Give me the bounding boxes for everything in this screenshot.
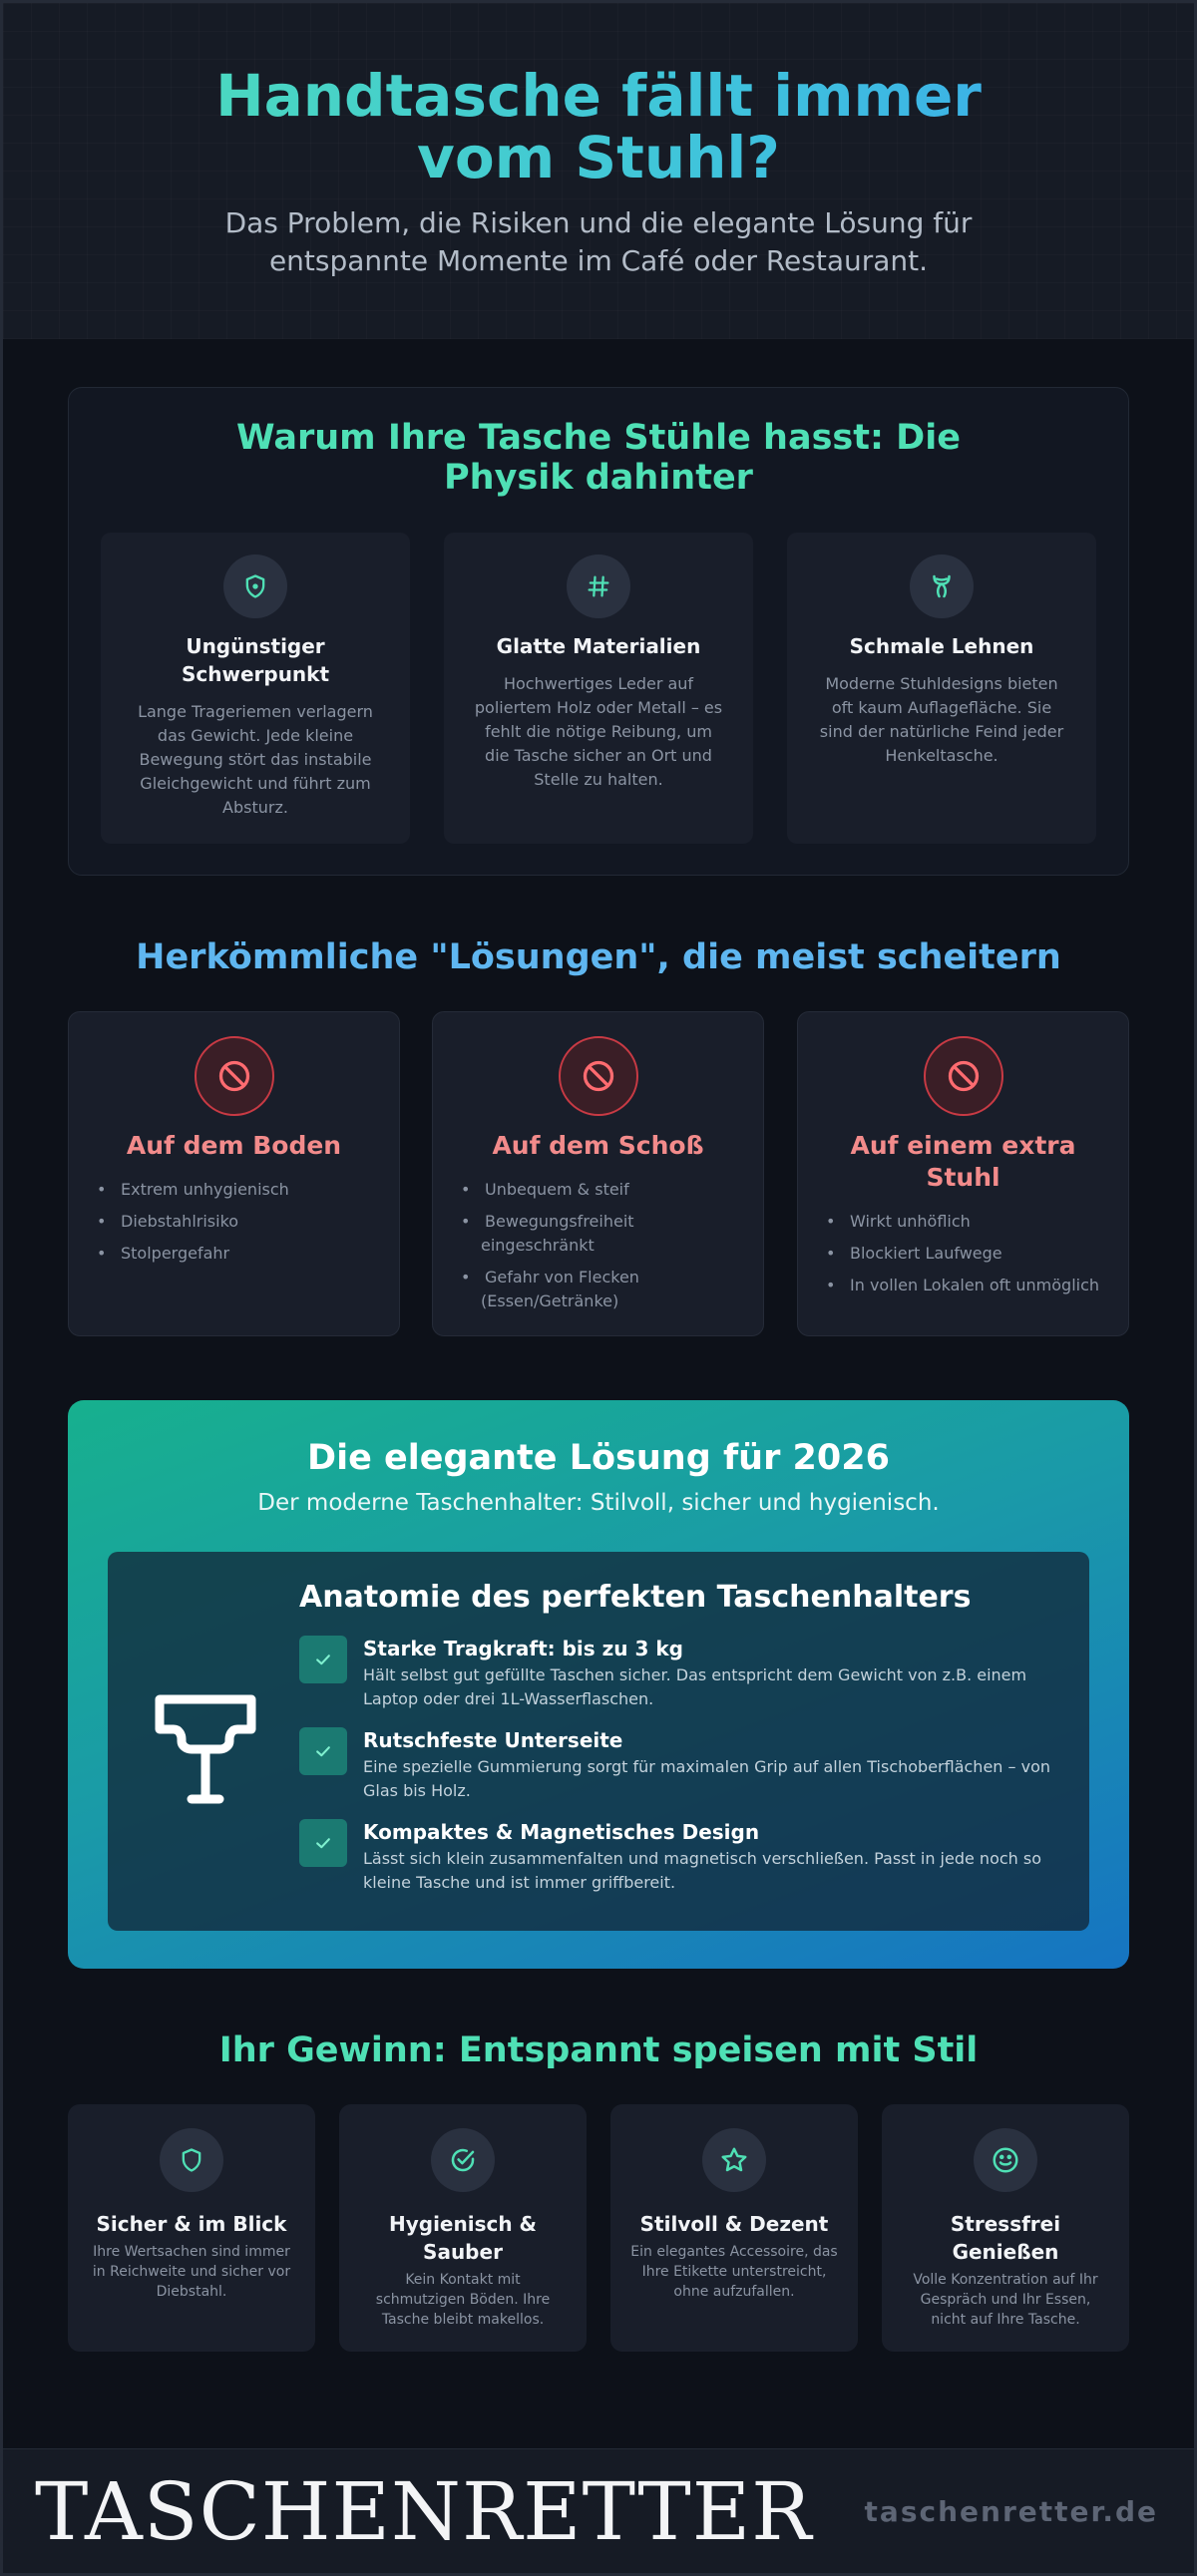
physics-card-text: Hochwertiges Leder auf poliertem Holz oder Metall – es fehlt die nötige Reibung, um die Tasche sicher an Ort und Stelle zu halten. bbox=[474, 674, 723, 789]
feature-text: Lässt sich klein zusammenfalten und magnetisch verschließen. Passt in jede noch so kleine Tasche und ist immer griffbereit. bbox=[363, 1849, 1041, 1892]
failure-card-title: Auf einem extra Stuhl bbox=[850, 1131, 1076, 1192]
failure-card-extra-chair bbox=[797, 1011, 1129, 1336]
physics-title: Warum Ihre Tasche Stühle hasst: Die Physik dahinter bbox=[236, 418, 961, 498]
hero-subtitle: Das Problem, die Risiken und die elegante Lösung für entspannte Momente im Café oder Restaurant. bbox=[224, 206, 973, 277]
benefit-card-text: Volle Konzentration auf Ihr Gespräch und Ihr Essen, nicht auf Ihre Tasche. bbox=[913, 2272, 1098, 2328]
physics-card-text: Lange Trageriemen verlagern das Gewicht. Jede kleine Bewegung stört das instabile Gleichgewicht und führt zum Absturz. bbox=[138, 702, 373, 817]
physics-card-center-of-gravity bbox=[101, 533, 410, 844]
list-item: • Gefahr von Flecken (Essen/Getränke) bbox=[457, 1266, 745, 1313]
check-circle-icon bbox=[431, 2128, 495, 2192]
failure-list bbox=[93, 1178, 381, 1274]
feature-text: Hält selbst gut gefüllte Taschen sicher. Das entspricht dem Gewicht von z.B. einem Laptop oder drei 1L-Wasserflaschen. bbox=[363, 1665, 1027, 1708]
star-icon bbox=[702, 2128, 766, 2192]
hero-title: Handtasche fällt immer vom Stuhl? bbox=[3, 65, 1194, 188]
hero-section bbox=[3, 3, 1194, 339]
prohibited-icon bbox=[559, 1036, 638, 1116]
list-item: • Wirkt unhöflich bbox=[822, 1210, 1110, 1234]
solution-title: Die elegante Lösung für 2026 bbox=[307, 1438, 890, 1478]
physics-card-text: Moderne Stuhldesigns bieten oft kaum Auflagefläche. Sie sind der natürliche Feind jeder Henkeltasche. bbox=[819, 674, 1064, 765]
feature-title: Kompaktes & Magnetisches Design bbox=[363, 1820, 760, 1844]
failure-card-title: Auf dem Schoß bbox=[492, 1131, 704, 1160]
prohibited-icon bbox=[924, 1036, 1003, 1116]
list-item: • Stolpergefahr bbox=[93, 1242, 381, 1266]
list-item: • Blockiert Laufwege bbox=[822, 1242, 1110, 1266]
benefit-card-title: Hygienisch & Sauber bbox=[388, 2212, 537, 2264]
benefit-card-hygienic bbox=[339, 2104, 587, 2352]
feature-title: Rutschfeste Unterseite bbox=[363, 1728, 623, 1752]
benefit-card-stress-free bbox=[882, 2104, 1129, 2352]
physics-section bbox=[68, 387, 1129, 876]
benefit-card-title: Sicher & im Blick bbox=[96, 2212, 287, 2236]
list-item: • Bewegungsfreiheit eingeschränkt bbox=[457, 1210, 745, 1258]
physics-card-title: Glatte Materialien bbox=[496, 634, 701, 658]
benefit-card-text: Kein Kontakt mit schmutzigen Böden. Ihre Tasche bleibt makellos. bbox=[375, 2272, 551, 2328]
physics-card-title: Ungünstiger Schwerpunkt bbox=[181, 634, 330, 686]
failure-card-floor bbox=[68, 1011, 400, 1336]
shield-icon bbox=[160, 2128, 223, 2192]
brand-logo: TASCHENRETTER bbox=[35, 2465, 813, 2558]
anatomy-panel bbox=[108, 1552, 1089, 1931]
footer bbox=[3, 2448, 1194, 2573]
prohibited-icon bbox=[195, 1036, 274, 1116]
benefit-card-title: Stilvoll & Dezent bbox=[639, 2212, 829, 2236]
list-item: • In vollen Lokalen oft unmöglich bbox=[822, 1274, 1110, 1297]
check-icon bbox=[299, 1819, 347, 1867]
check-icon bbox=[299, 1727, 347, 1775]
benefit-card-stylish bbox=[610, 2104, 858, 2352]
failure-card-lap bbox=[432, 1011, 764, 1336]
feature-title: Starke Tragkraft: bis zu 3 kg bbox=[363, 1637, 683, 1660]
failure-card-title: Auf dem Boden bbox=[126, 1131, 342, 1160]
website-link[interactable]: taschenretter.de bbox=[864, 2495, 1158, 2528]
failure-list bbox=[822, 1210, 1110, 1305]
smile-icon bbox=[974, 2128, 1037, 2192]
failure-list bbox=[457, 1178, 745, 1321]
physics-card-title: Schmale Lehnen bbox=[849, 634, 1034, 658]
feature-text: Eine spezielle Gummierung sorgt für maximalen Grip auf allen Tischoberflächen – von Glas bis Holz. bbox=[363, 1757, 1050, 1800]
anatomy-title: Anatomie des perfekten Taschenhalters bbox=[299, 1580, 972, 1615]
benefit-card-title: Stressfrei Genießen bbox=[950, 2212, 1061, 2264]
solution-subtitle: Der moderne Taschenhalter: Stilvoll, sicher und hygienisch. bbox=[257, 1490, 940, 1516]
failures-title: Herkömmliche "Lösungen", die meist scheitern bbox=[136, 937, 1061, 977]
benefits-title: Ihr Gewinn: Entspannt speisen mit Stil bbox=[218, 2030, 979, 2070]
list-item: • Extrem unhygienisch bbox=[93, 1178, 381, 1202]
chair-back-icon bbox=[910, 554, 974, 618]
benefit-card-text: Ihre Wertsachen sind immer in Reichweite und sicher vor Diebstahl. bbox=[92, 2244, 291, 2300]
list-item: • Unbequem & steif bbox=[457, 1178, 745, 1202]
shield-dot-icon bbox=[223, 554, 287, 618]
solution-section bbox=[68, 1400, 1129, 1969]
list-item: • Diebstahlrisiko bbox=[93, 1210, 381, 1234]
benefit-card-text: Ein elegantes Accessoire, das Ihre Etikette unterstreicht, ohne aufzufallen. bbox=[630, 2244, 838, 2300]
bag-holder-icon bbox=[146, 1681, 265, 1805]
check-icon bbox=[299, 1636, 347, 1683]
physics-card-narrow-backs bbox=[787, 533, 1096, 844]
hash-icon bbox=[567, 554, 630, 618]
benefit-card-safe bbox=[68, 2104, 315, 2352]
physics-card-materials bbox=[444, 533, 753, 844]
